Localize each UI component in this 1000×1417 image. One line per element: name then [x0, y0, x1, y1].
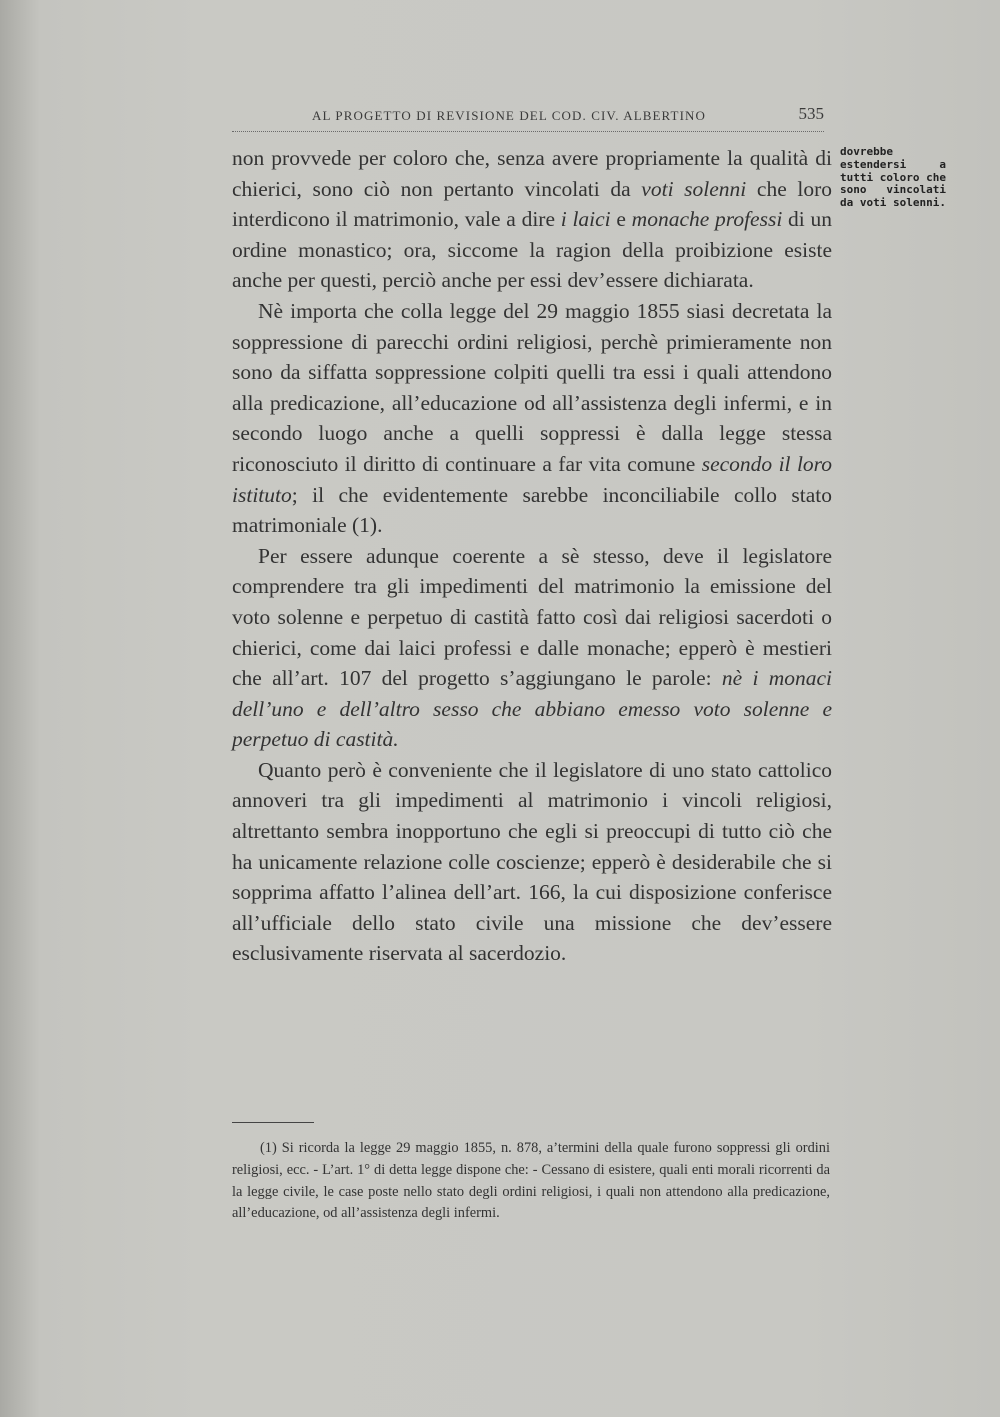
text-segment: non provvede per coloro che, senza avere propriamente la qualità di chierici, sono ciò non pertanto vincolati da: [232, 146, 832, 201]
margin-note: dovrebbe estendersi a tutti coloro che sono vincolati da voti solenni.: [840, 145, 946, 210]
text-segment: Quanto però è conveniente che il legislatore di uno stato cattolico annoveri tra gli impedimenti al matrimonio i vincoli religiosi, altrettanto sembra inopportuno che egli si preoccupi di tutto ciò che ha unicamente relazione colle coscienze; epperò è desiderabile che si sopprima affatto l’alinea dell’art. 166, la cui disposizione conferisce all’ufficiale dello stato civile una missione che dev’essere esclusivamente riservata al sacerdozio.: [232, 757, 832, 966]
page-number: 535: [798, 104, 824, 123]
footnote-text: (1) Si ricorda la legge 29 maggio 1855, n. 878, a’termini della quale furono soppressi gli ordini religiosi, ecc. - L’art. 1° di detta legge dispone che: - Cessano di esistere, quali enti morali ricorrenti da la legge civile, le case poste nello stato degli ordini religiosi, i quali non attendono alla predicazione, all’educazione, od all’assistenza degli infermi.: [232, 1140, 830, 1222]
paragraph-3: [232, 541, 832, 755]
text-segment: ; il che evidentemente sarebbe inconciliabile collo stato matrimoniale (1).: [232, 482, 832, 538]
footnote: [232, 1138, 830, 1225]
italic-segment: i laici: [560, 207, 611, 232]
text-segment: e: [610, 207, 632, 232]
paragraph-1: [232, 143, 832, 296]
footnote-rule: [232, 1122, 314, 1123]
paragraph-2: [232, 296, 832, 541]
running-head: [232, 104, 824, 128]
text-segment: di un ordine monastico; ora, siccome la ragion della proibizione esiste anche per questi, perciò anche per essi dev’essere dichiarata.: [232, 207, 832, 293]
header-rule: [232, 131, 824, 132]
italic-segment: monache professi: [631, 207, 783, 232]
italic-segment: secondo il loro istituto: [232, 451, 832, 507]
text-segment: Per essere adunque coerente a sè stesso, deve il legislatore comprendere tra gli impedimenti del matrimonio la emissione del voto solenne e perpetuo di castità fatto così dai religiosi sacerdoti o chierici, come dai laici professi e dalle monache; epperò è mestieri che all’art. 107 del progetto s’aggiungano le parole:: [232, 543, 832, 691]
main-text: [232, 143, 832, 969]
italic-segment: voti solenni: [641, 176, 747, 201]
italic-segment: nè i monaci dell’uno e dell’altro sesso che abbiano emesso voto solenne e perpetuo di castità.: [232, 666, 833, 752]
paragraph-4: [232, 755, 832, 969]
running-head-title: AL PROGETTO DI REVISIONE DEL COD. CIV. ALBERTINO: [312, 108, 706, 123]
text-segment: che loro interdicono il matrimonio, vale a dire: [232, 176, 832, 232]
text-segment: Nè importa che colla legge del 29 maggio 1855 siasi decretata la soppressione di parecchi ordini religiosi, perchè primieramente non sono da siffatta soppressione colpiti quelli tra essi i quali attendono alla predicazione, all’educazione od all’assistenza degli infermi, e in secondo luogo anche a quelli soppressi è dalla legge stessa riconosciuto il diritto di continuare a far vita comune: [232, 298, 832, 476]
